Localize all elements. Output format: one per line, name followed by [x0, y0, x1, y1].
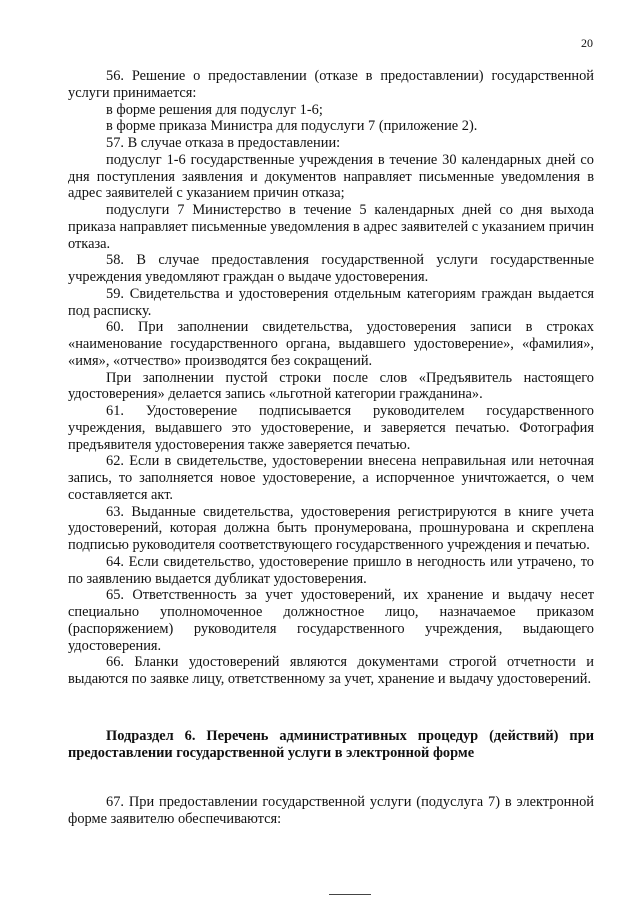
paragraph-66: 66. Бланки удостоверений являются документами строгой отчетности и выдаются по заявке лицу, ответственному за учет, хранение и выдачу удостоверений.	[68, 654, 594, 687]
paragraph-57-item-2: подуслуги 7 Министерство в течение 5 календарных дней со дня выхода приказа направляет письменные уведомления в адрес заявителей с указанием причин отказа.	[68, 202, 594, 252]
paragraph-56: 56. Решение о предоставлении (отказе в предоставлении) государственной услуги принимается:	[68, 68, 594, 101]
paragraph-64: 64. Если свидетельство, удостоверение пришло в негодность или утрачено, то по заявлению выдается дубликат удостоверения.	[68, 553, 594, 587]
paragraph-65: 65. Ответственность за учет удостоверений, их хранение и выдачу несет специально уполномоченное должностное лицо, назначаемое приказом (распоряжением) руководителя государственного учреждения, выдающего удостоверения.	[68, 587, 594, 654]
paragraph-60: 60. При заполнении свидетельства, удостоверения записи в строках «наименование государственного органа, выдавшего удостоверение», «фамилия», «имя», «отчество» производятся без сокращений.	[68, 319, 594, 369]
section-heading: Подраздел 6. Перечень административных процедур (действий) при предоставлении государственной услуги в электронной форме	[68, 727, 594, 761]
paragraph-67: 67. При предоставлении государственной услуги (подуслуга 7) в электронной форме заявителю обеспечиваются:	[68, 793, 594, 827]
paragraph-57-item-1: подуслуг 1-6 государственные учреждения в течение 30 календарных дней со дня поступления заявления и документов направляет письменные уведомления в адрес заявителей с указанием причин отказа;	[68, 151, 594, 202]
paragraph-59: 59. Свидетельства и удостоверения отдельным категориям граждан выдается под расписку.	[68, 285, 594, 319]
paragraph-56-item-1: в форме решения для подуслуг 1-6;	[106, 101, 323, 118]
paragraph-57: 57. В случае отказа в предоставлении:	[106, 135, 341, 151]
document-body	[68, 68, 594, 827]
page-number: 20	[581, 36, 593, 50]
paragraph-62: 62. Если в свидетельстве, удостоверении внесена неправильная или неточная запись, то заполняется новое удостоверение, а испорченное уничтожается, о чем составляется акт.	[68, 453, 594, 503]
paragraph-61: 61. Удостоверение подписывается руководителем государственного учреждения, выдавшего это удостоверение, и заверяется печатью. Фотография предъявителя удостоверения также заверяется печатью.	[68, 403, 594, 453]
paragraph-56-item-2: в форме приказа Министра для подуслуги 7 (приложение 2).	[106, 118, 478, 135]
paragraph-58: 58. В случае предоставления государственной услуги государственные учреждения уведомляют граждан о выдаче удостоверения.	[68, 252, 594, 285]
paragraph-60-note: При заполнении пустой строки после слов «Предъявитель настоящего удостоверения» делается запись «льготной категории гражданина».	[68, 369, 594, 403]
footer-divider	[329, 894, 371, 895]
paragraph-63: 63. Выданные свидетельства, удостоверения регистрируются в книге учета удостоверений, которая должна быть пронумерована, прошнурована и скреплена подписью руководителя соответствующего государственного учреждения и печатью.	[68, 503, 594, 553]
